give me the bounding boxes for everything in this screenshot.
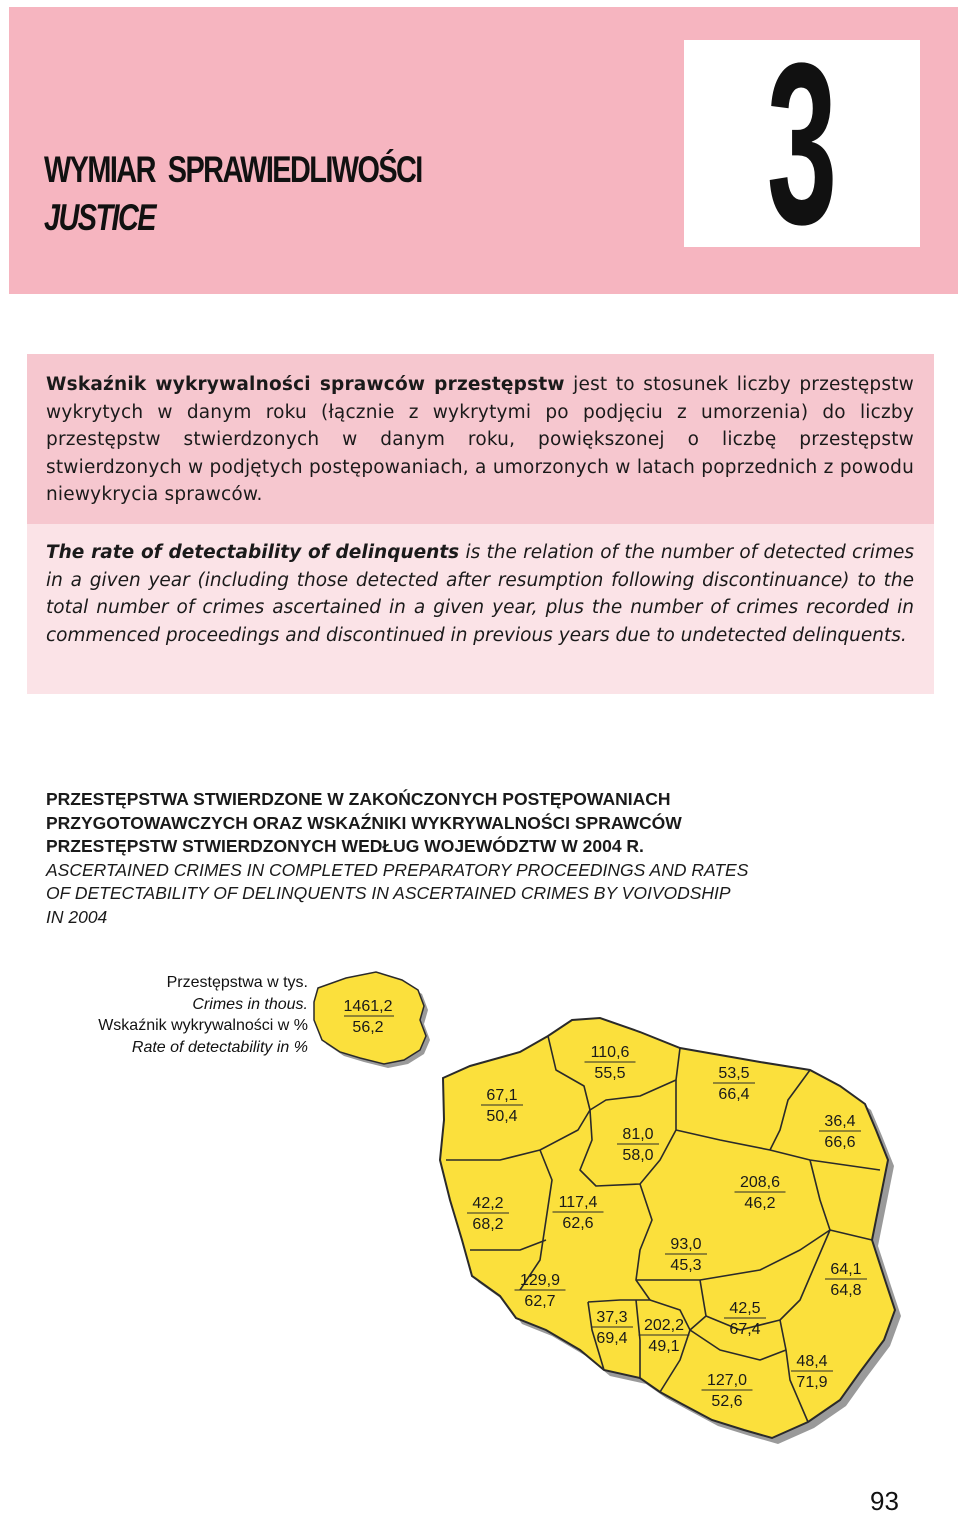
map-title-pl-line2: PRZYGOTOWAWCZYCH ORAZ WSKAŹNIKI WYKRYWALNOŚCI SPRAWCÓW xyxy=(46,812,682,833)
voivodship-crimes-label: 53,5 xyxy=(718,1065,750,1082)
definition-pl-text: jest to stosunek liczby przestępstw wykrytych w danym roku (łącznie z wykrytymi po podjęciu z umorzenia) do liczby przestępstw stwierdzonych w danym roku, powiększonej o liczbę przestępstw stwierdzonych w podjętych postępowaniach, a umorzonych w latach poprzednich z powodu niewykrycia sprawców. xyxy=(46,374,915,505)
legend-rate-pl: Wskaźnik wykrywalności w % xyxy=(98,1017,308,1034)
voivodship-rate-label: 50,4 xyxy=(486,1108,518,1125)
voivodship-rate-label: 55,5 xyxy=(594,1065,626,1082)
voivodship-crimes-label: 202,2 xyxy=(643,1317,685,1334)
map-title-pl-line3: PRZESTĘPSTW STWIERDZONYCH WEDŁUG WOJEWÓDZTW W 2004 R. xyxy=(46,836,644,856)
voivodship-crimes-label: 36,4 xyxy=(824,1113,856,1130)
map-title-en-line3: IN 2004 xyxy=(46,906,108,927)
voivodship-rate-label: 64,8 xyxy=(830,1282,862,1299)
legend-rate-value: 56,2 xyxy=(352,1019,384,1036)
voivodship-rate-label: 71,9 xyxy=(796,1374,828,1391)
legend-crimes-en: Crimes in thous. xyxy=(192,995,308,1013)
voivodship-crimes-label: 117,4 xyxy=(558,1194,598,1211)
chapter-title-en: JUSTICE xyxy=(44,197,155,238)
voivodship-rate-label: 62,6 xyxy=(562,1215,594,1232)
voivodship-crimes-label: 67,1 xyxy=(486,1087,518,1104)
legend-crimes-value: 1461,2 xyxy=(343,998,393,1015)
voivodship-rate-label: 49,1 xyxy=(648,1338,680,1355)
map-title-pl-line1: PRZESTĘPSTWA STWIERDZONE W ZAKOŃCZONYCH POSTĘPOWANIACH xyxy=(46,789,671,809)
voivodship-rate-label: 62,7 xyxy=(524,1293,556,1310)
definition-pl-term: Wskaźnik wykrywalności sprawców przestępstw xyxy=(46,374,565,395)
voivodship-rate-label: 66,6 xyxy=(824,1134,856,1151)
voivodship-rate-label: 66,4 xyxy=(718,1086,750,1103)
voivodship-rate-label: 45,3 xyxy=(670,1257,702,1274)
voivodship-rate-label: 68,2 xyxy=(472,1216,504,1233)
voivodship-crimes-label: 37,3 xyxy=(596,1309,628,1326)
voivodship-crimes-label: 81,0 xyxy=(622,1126,654,1143)
legend-inset-poland xyxy=(314,972,426,1064)
definition-en-term: The rate of detectability of delinquents xyxy=(46,542,460,563)
chapter-number: 3 xyxy=(766,15,838,272)
voivodship-crimes-label: 93,0 xyxy=(670,1236,702,1253)
voivodship-rate-label: 69,4 xyxy=(596,1330,628,1347)
voivodship-rate-label: 46,2 xyxy=(744,1195,776,1212)
voivodship-crimes-label: 127,0 xyxy=(706,1372,748,1389)
voivodship-crimes-label: 110,6 xyxy=(590,1044,630,1061)
voivodship-crimes-label: 129,9 xyxy=(519,1272,561,1289)
voivodship-crimes-label: 64,1 xyxy=(830,1261,862,1278)
voivodship-crimes-label: 208,6 xyxy=(739,1174,781,1191)
legend-rate-en: Rate of detectability in % xyxy=(131,1038,308,1056)
voivodship-crimes-label: 42,2 xyxy=(472,1195,504,1212)
voivodship-rate-label: 58,0 xyxy=(622,1147,654,1164)
map-title-en-line2: OF DETECTABILITY OF DELINQUENTS IN ASCERTAINED CRIMES BY VOIVODSHIP xyxy=(46,883,731,903)
voivodship-rate-label: 67,4 xyxy=(729,1321,761,1338)
definition-en-text: is the relation of the number of detected crimes in a given year (including those detected after resumption following discontinuance) to the total number of crimes ascertained in a given year, plus the number of crimes recorded in commenced proceedings and discontinued in previous years due to undetected delinquents. xyxy=(46,542,914,646)
voivodship-crimes-label: 48,4 xyxy=(796,1353,828,1370)
map-title-en-line1: ASCERTAINED CRIMES IN COMPLETED PREPARATORY PROCEEDINGS AND RATES xyxy=(46,859,749,880)
voivodship-crimes-label: 42,5 xyxy=(729,1300,761,1317)
voivodship-rate-label: 52,6 xyxy=(711,1393,743,1410)
chapter-title-pl: WYMIAR SPRAWIEDLIWOŚCI xyxy=(44,149,422,190)
page-number: 93 xyxy=(870,1486,899,1516)
legend-crimes-pl: Przestępstwa w tys. xyxy=(166,974,308,991)
